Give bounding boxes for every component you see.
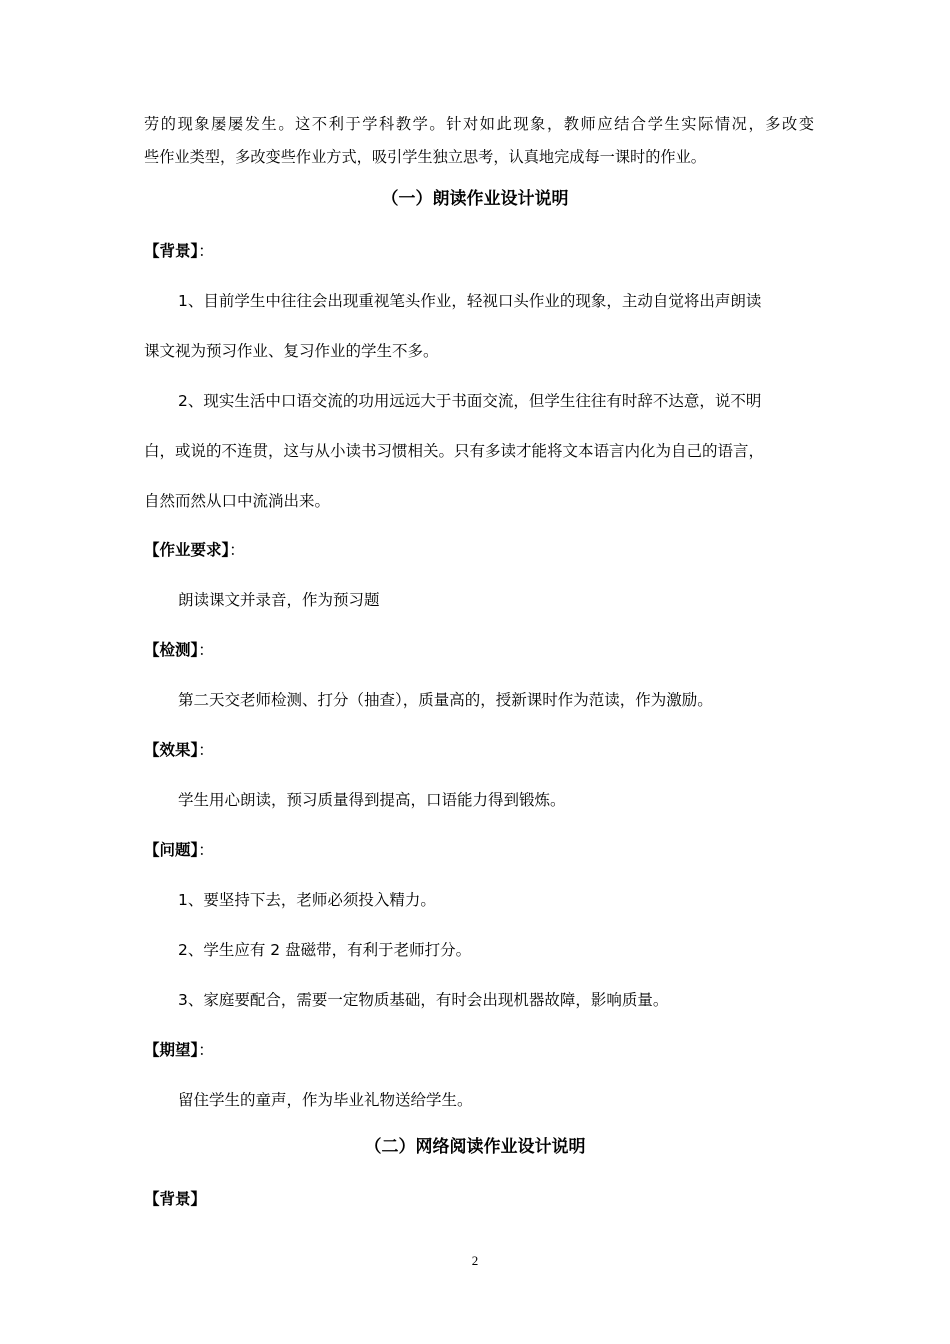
hope-label: 【期望】 [144,1041,199,1059]
requirement-colon: ： [229,541,245,559]
problem-item-1: 1、要坚持下去，老师必须投入精力。 [178,891,436,909]
requirement-label: 【作业要求】 [144,541,230,559]
problem-heading [144,843,814,859]
effect-colon: ： [198,741,214,759]
background-label: 【背景】 [144,242,199,260]
background-item-1-line-2: 课文视为预习作业、复习作业的学生不多。 [144,342,439,360]
problem-colon: ： [198,841,214,859]
check-heading [144,643,814,659]
background-item-2-line-2: 白，或说的不连贯，这与从小读书习惯相关。只有多读才能将文本语言内化为自己的语言， [144,442,765,460]
requirement-heading [144,543,814,559]
effect-label: 【效果】 [144,741,199,759]
page-number: 2 [471,1253,479,1268]
effect-text: 学生用心朗读，预习质量得到提高，口语能力得到锻炼。 [178,791,566,809]
background-colon: ： [198,242,214,260]
section-2-background-heading [144,1192,814,1208]
background-item-2-line-3: 自然而然从口中流淌出来。 [144,492,331,510]
hope-colon: ： [198,1041,214,1059]
section-1-title: （一）朗读作业设计说明 [381,189,569,209]
problem-item-2: 2、学生应有 2 盘磁带，有利于老师打分。 [178,941,472,959]
check-text: 第二天交老师检测、打分（抽查），质量高的，授新课时作为范读，作为激励。 [178,691,713,709]
intro-line-1: 劳的现象屡屡发生。这不利于学科教学。针对如此现象，教师应结合学生实际情况，多改变 [144,115,814,133]
background-item-2-line-1: 2、现实生活中口语交流的功用远远大于书面交流，但学生往往有时辞不达意，说不明 [178,392,762,410]
background-heading [144,244,814,260]
requirement-text: 朗读课文并录音，作为预习题 [178,591,380,609]
intro-line-2: 些作业类型，多改变些作业方式，吸引学生独立思考，认真地完成每一课时的作业。 [144,148,706,166]
check-label: 【检测】 [144,641,199,659]
background-item-1-line-1: 1、目前学生中往往会出现重视笔头作业，轻视口头作业的现象，主动自觉将出声朗读 [178,292,762,310]
hope-text: 留住学生的童声，作为毕业礼物送给学生。 [178,1091,473,1109]
problem-item-3: 3、家庭要配合，需要一定物质基础，有时会出现机器故障，影响质量。 [178,991,669,1009]
hope-heading [144,1043,814,1059]
check-colon: ： [198,641,214,659]
problem-label: 【问题】 [144,841,199,859]
effect-heading [144,743,814,759]
section-2-title: （二）网络阅读作业设计说明 [364,1137,586,1157]
section-2-background-label: 【背景】 [144,1190,207,1208]
